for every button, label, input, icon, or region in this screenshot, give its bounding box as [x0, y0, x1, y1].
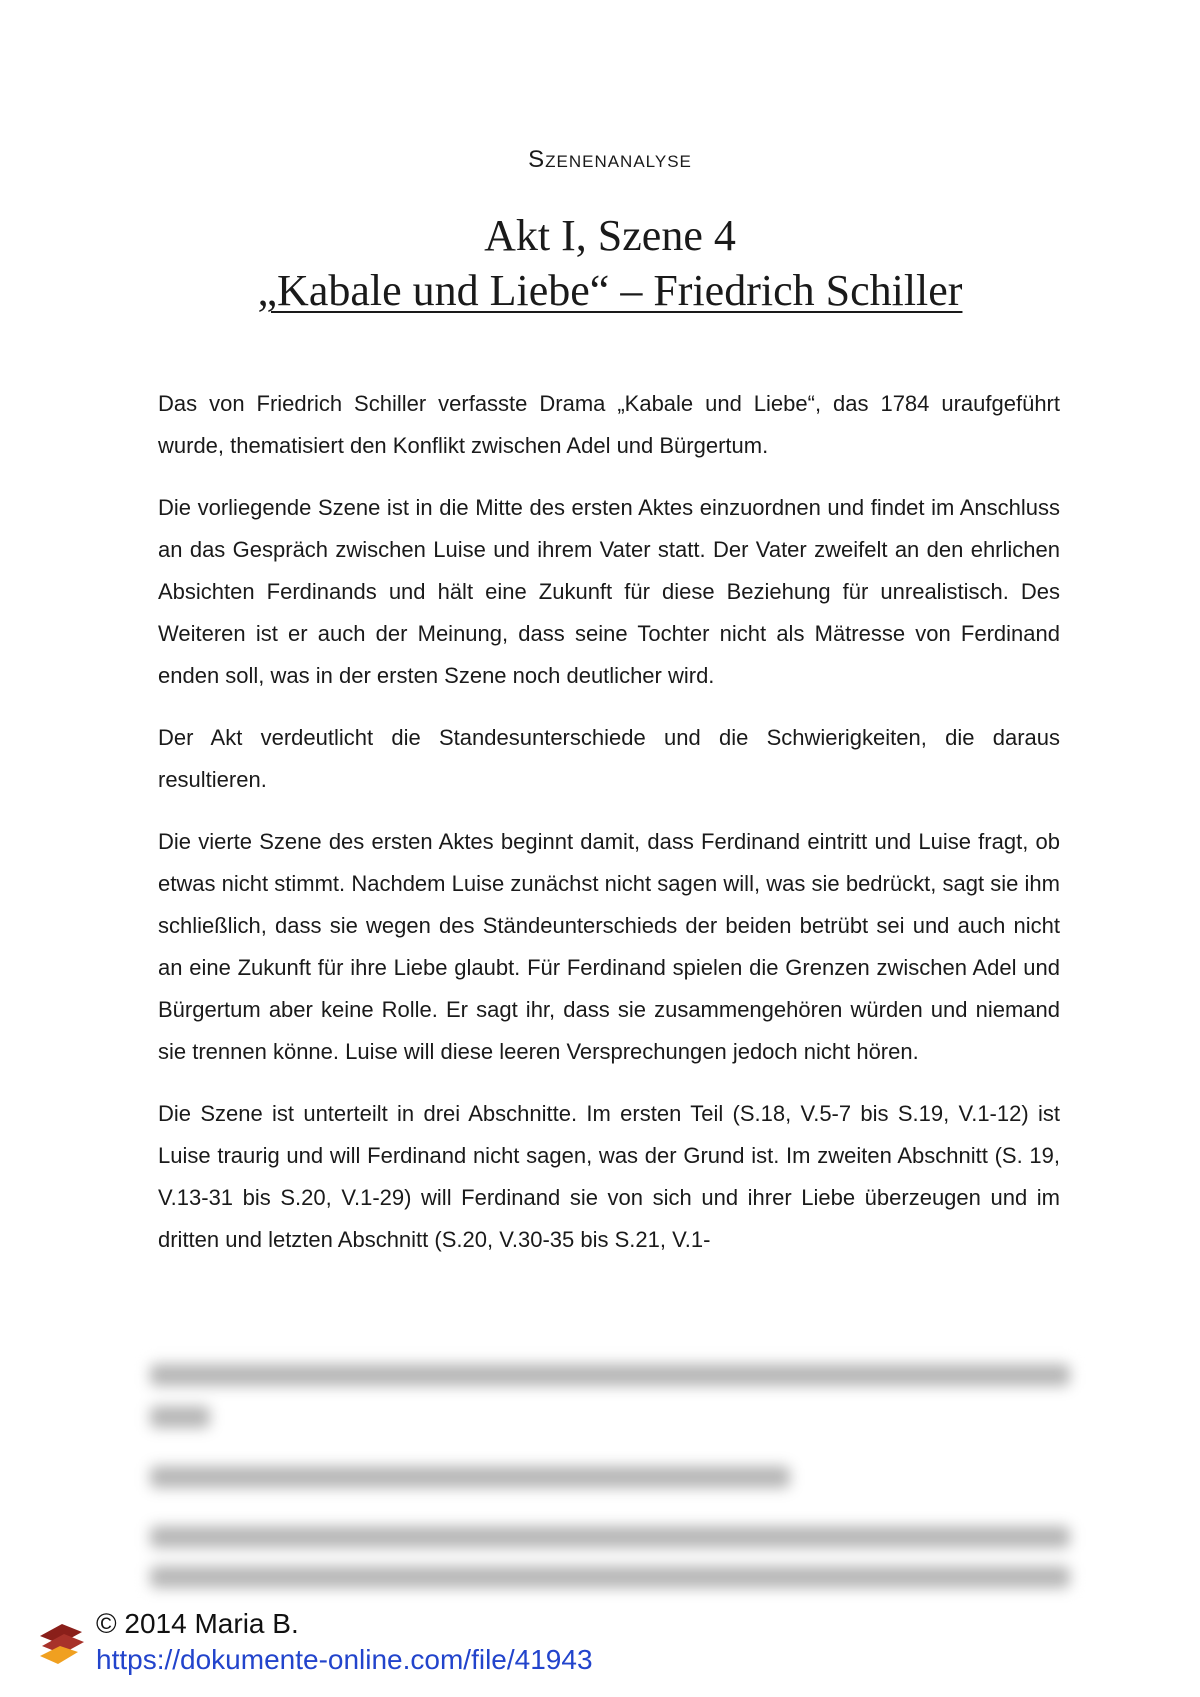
- paragraph-intro: Das von Friedrich Schiller verfasste Drama „Kabale und Liebe“, das 1784 uraufgeführt wurde, thematisiert den Konflikt zwischen Adel und Bürgertum.: [158, 391, 1060, 458]
- stacked-books-logo-icon: [38, 1620, 86, 1668]
- footer-copyright: © 2014 Maria B.: [96, 1608, 299, 1639]
- blurred-preview-region: [140, 1358, 1080, 1590]
- blurred-text-line: [150, 1526, 1070, 1548]
- paragraph-structure: Die Szene ist unterteilt in drei Abschnitte. Im ersten Teil (S.18, V.5-7 bis S.19, V.1-12) ist Luise traurig und will Ferdinand nicht sagen, was der Grund ist. Im zweiten Abschnitt (S. 19, V.13-31 bis S.20, V.1-29) will Ferdinand sie von sich und ihrer Liebe überzeugen und im dritten und letzten Abschnitt (S.20, V.30-35 bis S.21, V.1-: [158, 1101, 1060, 1252]
- footer-source-link[interactable]: https://dokumente-online.com/file/41943: [96, 1644, 593, 1675]
- title-line-2-text: „Kabale und Liebe“ – Friedrich Schiller: [257, 266, 963, 315]
- document-kicker: Szenenanalyse: [528, 146, 692, 173]
- title-line-2: [0, 263, 1200, 318]
- document-title: [0, 208, 1200, 318]
- title-line-1: Akt I, Szene 4: [484, 211, 736, 260]
- document-body: [158, 383, 1060, 1281]
- paragraph-summary: Die vierte Szene des ersten Aktes beginnt damit, dass Ferdinand eintritt und Luise fragt, ob etwas nicht stimmt. Nachdem Luise zunächst nicht sagen will, was sie bedrückt, sagt sie ihm schließlich, dass sie wegen des Ständeunterschieds der beiden betrübt sei und auch nicht an eine Zukunft für ihre Liebe glaubt. Für Ferdinand spielen die Grenzen zwischen Adel und Bürgertum aber keine Rolle. Er sagt ihr, dass sie zusammengehören würden und niemand sie trennen könne. Luise will diese leeren Versprechungen jedoch nicht hören.: [158, 829, 1060, 1064]
- paragraph-theme: Der Akt verdeutlicht die Standesunterschiede und die Schwierigkeiten, die daraus resultieren.: [158, 725, 1060, 792]
- blurred-text-line: [150, 1406, 210, 1428]
- blurred-text-line: [150, 1466, 790, 1488]
- blurred-text-line: [150, 1566, 1070, 1588]
- blurred-text-line: [150, 1364, 1070, 1386]
- paragraph-context: Die vorliegende Szene ist in die Mitte des ersten Aktes einzuordnen und findet im Anschluss an das Gespräch zwischen Luise und ihrem Vater statt. Der Vater zweifelt an den ehrlichen Absichten Ferdinands und hält eine Zukunft für diese Beziehung für unrealistisch. Des Weiteren ist er auch der Meinung, dass seine Tochter nicht als Mätresse von Ferdinand enden soll, was in der ersten Szene noch deutlicher wird.: [158, 495, 1060, 688]
